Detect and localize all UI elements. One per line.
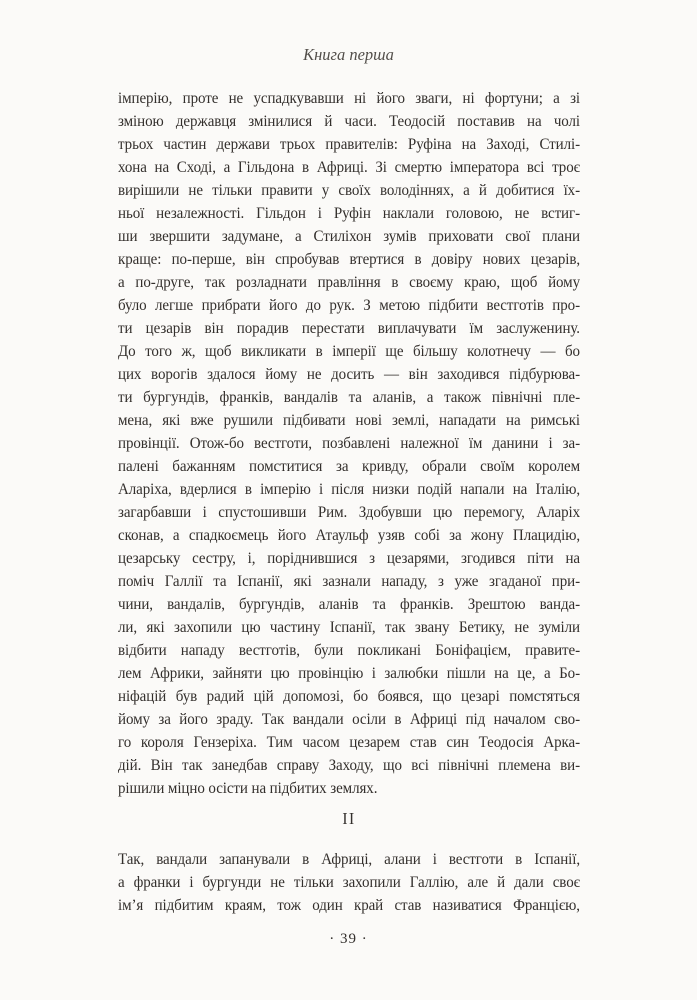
text-block [118,87,580,917]
text-line: йому за його зраду. Так вандали осіли в Африці під началом сво- [118,711,580,728]
text-line: ли, які захопили цю частину Іспанії, так звану Бетику, не зуміли [118,619,580,636]
text-line: імперію, проте не успадкувавши ні його зваги, ні фортуни; а зі [118,90,580,107]
text-line: вирішили не тільки правити у своїх володіннях, а й добитися їх- [118,182,580,199]
text-line: цезарську сестру, і, поріднившися з цезарями, згодився піти на [118,550,580,567]
text-line: ім’я підбитим краям, тож один край став називатися Францією, [118,897,580,914]
running-header: Книга перша [303,45,394,64]
text-line: загарбавши і спустошивши Рим. Здобувши цю перемогу, Аларіх [118,504,580,521]
text-line: рішили міцно осісти на підбитих землях. [118,780,378,797]
text-line: мена, які вже рушили підбивати нові землі, нападати на римські [118,412,580,429]
text-line: го короля Гензеріха. Тим часом цезарем став син Теодосія Арка- [118,734,580,751]
text-line: а по-друге, так розладнати правління в своєму краю, щоб йому [118,274,580,291]
text-line: ти цезарів він порадив перестати виплачувати їм заслуженину. [118,320,580,337]
text-line: поміч Галлії та Іспанії, які зазнали нападу, з уже згаданої при- [118,573,580,590]
text-line: Так, вандали запанували в Африці, алани і вестготи в Іспанії, [118,851,580,868]
text-line: ньої незалежності. Гільдон і Руфін наклали головою, не встиг- [118,205,580,222]
body-paragraph-2 [118,848,580,917]
text-line: палені бажанням помститися за кривду, обрали своїм королем [118,458,580,475]
text-line: було легше прибрати його до рук. З метою підбити вестготів про- [118,297,580,314]
text-line: До того ж, щоб викликати в імперії ще більшу колотнечу — бо [118,343,580,360]
text-line: дій. Він так занедбав справу Заходу, що всі північні племена ви- [118,757,580,774]
text-line: сконав, а спадкоємець його Атаульф узяв собі за жону Плацидію, [118,527,580,544]
text-line: краще: по-перше, він спробував втертися в довіру нових цезарів, [118,251,580,268]
text-line: цих ворогів здалося йому не досить — він заходився підбурюва- [118,366,580,383]
text-line: ніфацій був радий цій допомозі, бо боявся, що цезарі помстяться [118,688,580,705]
text-line: а франки і бургунди не тільки захопили Галлію, але й дали своє [118,874,580,891]
text-line: лем Африки, зайняти цю провінцію і залюбки пішли на це, а Бо- [118,665,580,682]
text-line: хона на Сході, а Гільдона в Африці. Зі смертю імператора всі троє [118,159,580,176]
text-line: ти бургундів, франків, вандалів та аланів, а також північні пле- [118,389,580,406]
text-line: відбити нападу вестготів, були покликані Боніфацієм, правите- [118,642,580,659]
text-line: зміною державця змінилися й часи. Теодосій поставив на чолі [118,113,580,130]
text-line: Аларіха, вдерлися в імперію і після низки подій напали на Італію, [118,481,580,498]
text-line: чини, вандалів, бургундів, аланів та франків. Зрештою ванда- [118,596,580,613]
text-line: трьох частин держави трьох правителів: Руфіна на Заході, Стилі- [118,136,580,153]
body-paragraph-1 [118,87,580,800]
text-line: ши звершити задумане, а Стиліхон зумів приховати свої плани [118,228,580,245]
text-line: провінції. Отож-бо вестготи, позбавлені належної їм данини і за- [118,435,580,452]
page-number: · 39 · [329,931,368,947]
section-heading: II [342,809,356,828]
